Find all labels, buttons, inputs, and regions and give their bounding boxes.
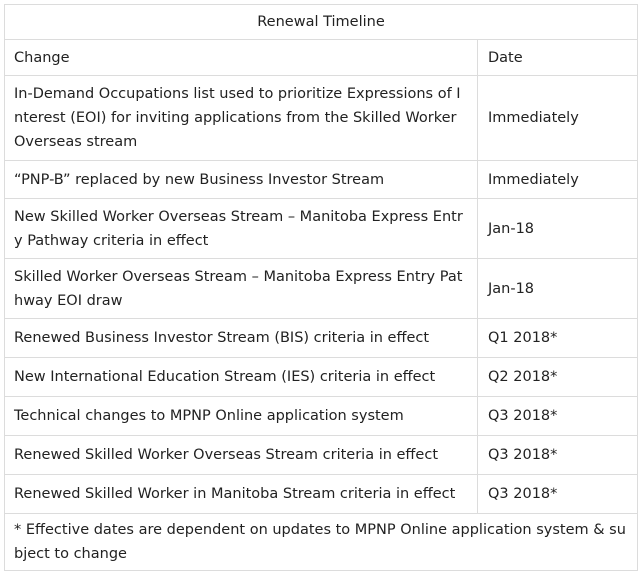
column-header-change: Change — [5, 40, 478, 76]
date-cell: Q3 2018* — [478, 475, 638, 514]
date-cell: Immediately — [478, 161, 638, 199]
table-row — [5, 397, 638, 436]
change-cell: Technical changes to MPNP Online application system — [5, 397, 478, 436]
table-row — [5, 319, 638, 358]
column-header-date: Date — [478, 40, 638, 76]
change-cell: New Skilled Worker Overseas Stream – Manitoba Express Entry Pathway criteria in effect — [5, 199, 478, 259]
change-cell: Skilled Worker Overseas Stream – Manitoba Express Entry Pathway EOI draw — [5, 259, 478, 319]
date-cell: Q3 2018* — [478, 397, 638, 436]
change-cell: Renewed Skilled Worker in Manitoba Stream criteria in effect — [5, 475, 478, 514]
change-cell: In-Demand Occupations list used to prioritize Expressions of Interest (EOI) for inviting applications from the Skilled Worker Overseas stream — [5, 76, 478, 161]
table-row — [5, 161, 638, 199]
change-cell: New International Education Stream (IES) criteria in effect — [5, 358, 478, 397]
table-row — [5, 358, 638, 397]
footnote-row — [5, 514, 638, 571]
date-cell: Immediately — [478, 76, 638, 161]
table-row — [5, 475, 638, 514]
date-cell: Q3 2018* — [478, 436, 638, 475]
date-cell: Jan-18 — [478, 259, 638, 319]
date-cell: Q2 2018* — [478, 358, 638, 397]
date-cell: Q1 2018* — [478, 319, 638, 358]
title-row — [5, 5, 638, 40]
table-row — [5, 259, 638, 319]
renewal-timeline-table — [4, 4, 638, 571]
date-cell: Jan-18 — [478, 199, 638, 259]
header-row — [5, 40, 638, 76]
table-row — [5, 76, 638, 161]
change-cell: Renewed Skilled Worker Overseas Stream criteria in effect — [5, 436, 478, 475]
change-cell: “PNP-B” replaced by new Business Investor Stream — [5, 161, 478, 199]
table-row — [5, 199, 638, 259]
table-title: Renewal Timeline — [5, 5, 638, 40]
table-row — [5, 436, 638, 475]
change-cell: Renewed Business Investor Stream (BIS) criteria in effect — [5, 319, 478, 358]
footnote: * Effective dates are dependent on updates to MPNP Online application system & subject to change — [5, 514, 638, 571]
